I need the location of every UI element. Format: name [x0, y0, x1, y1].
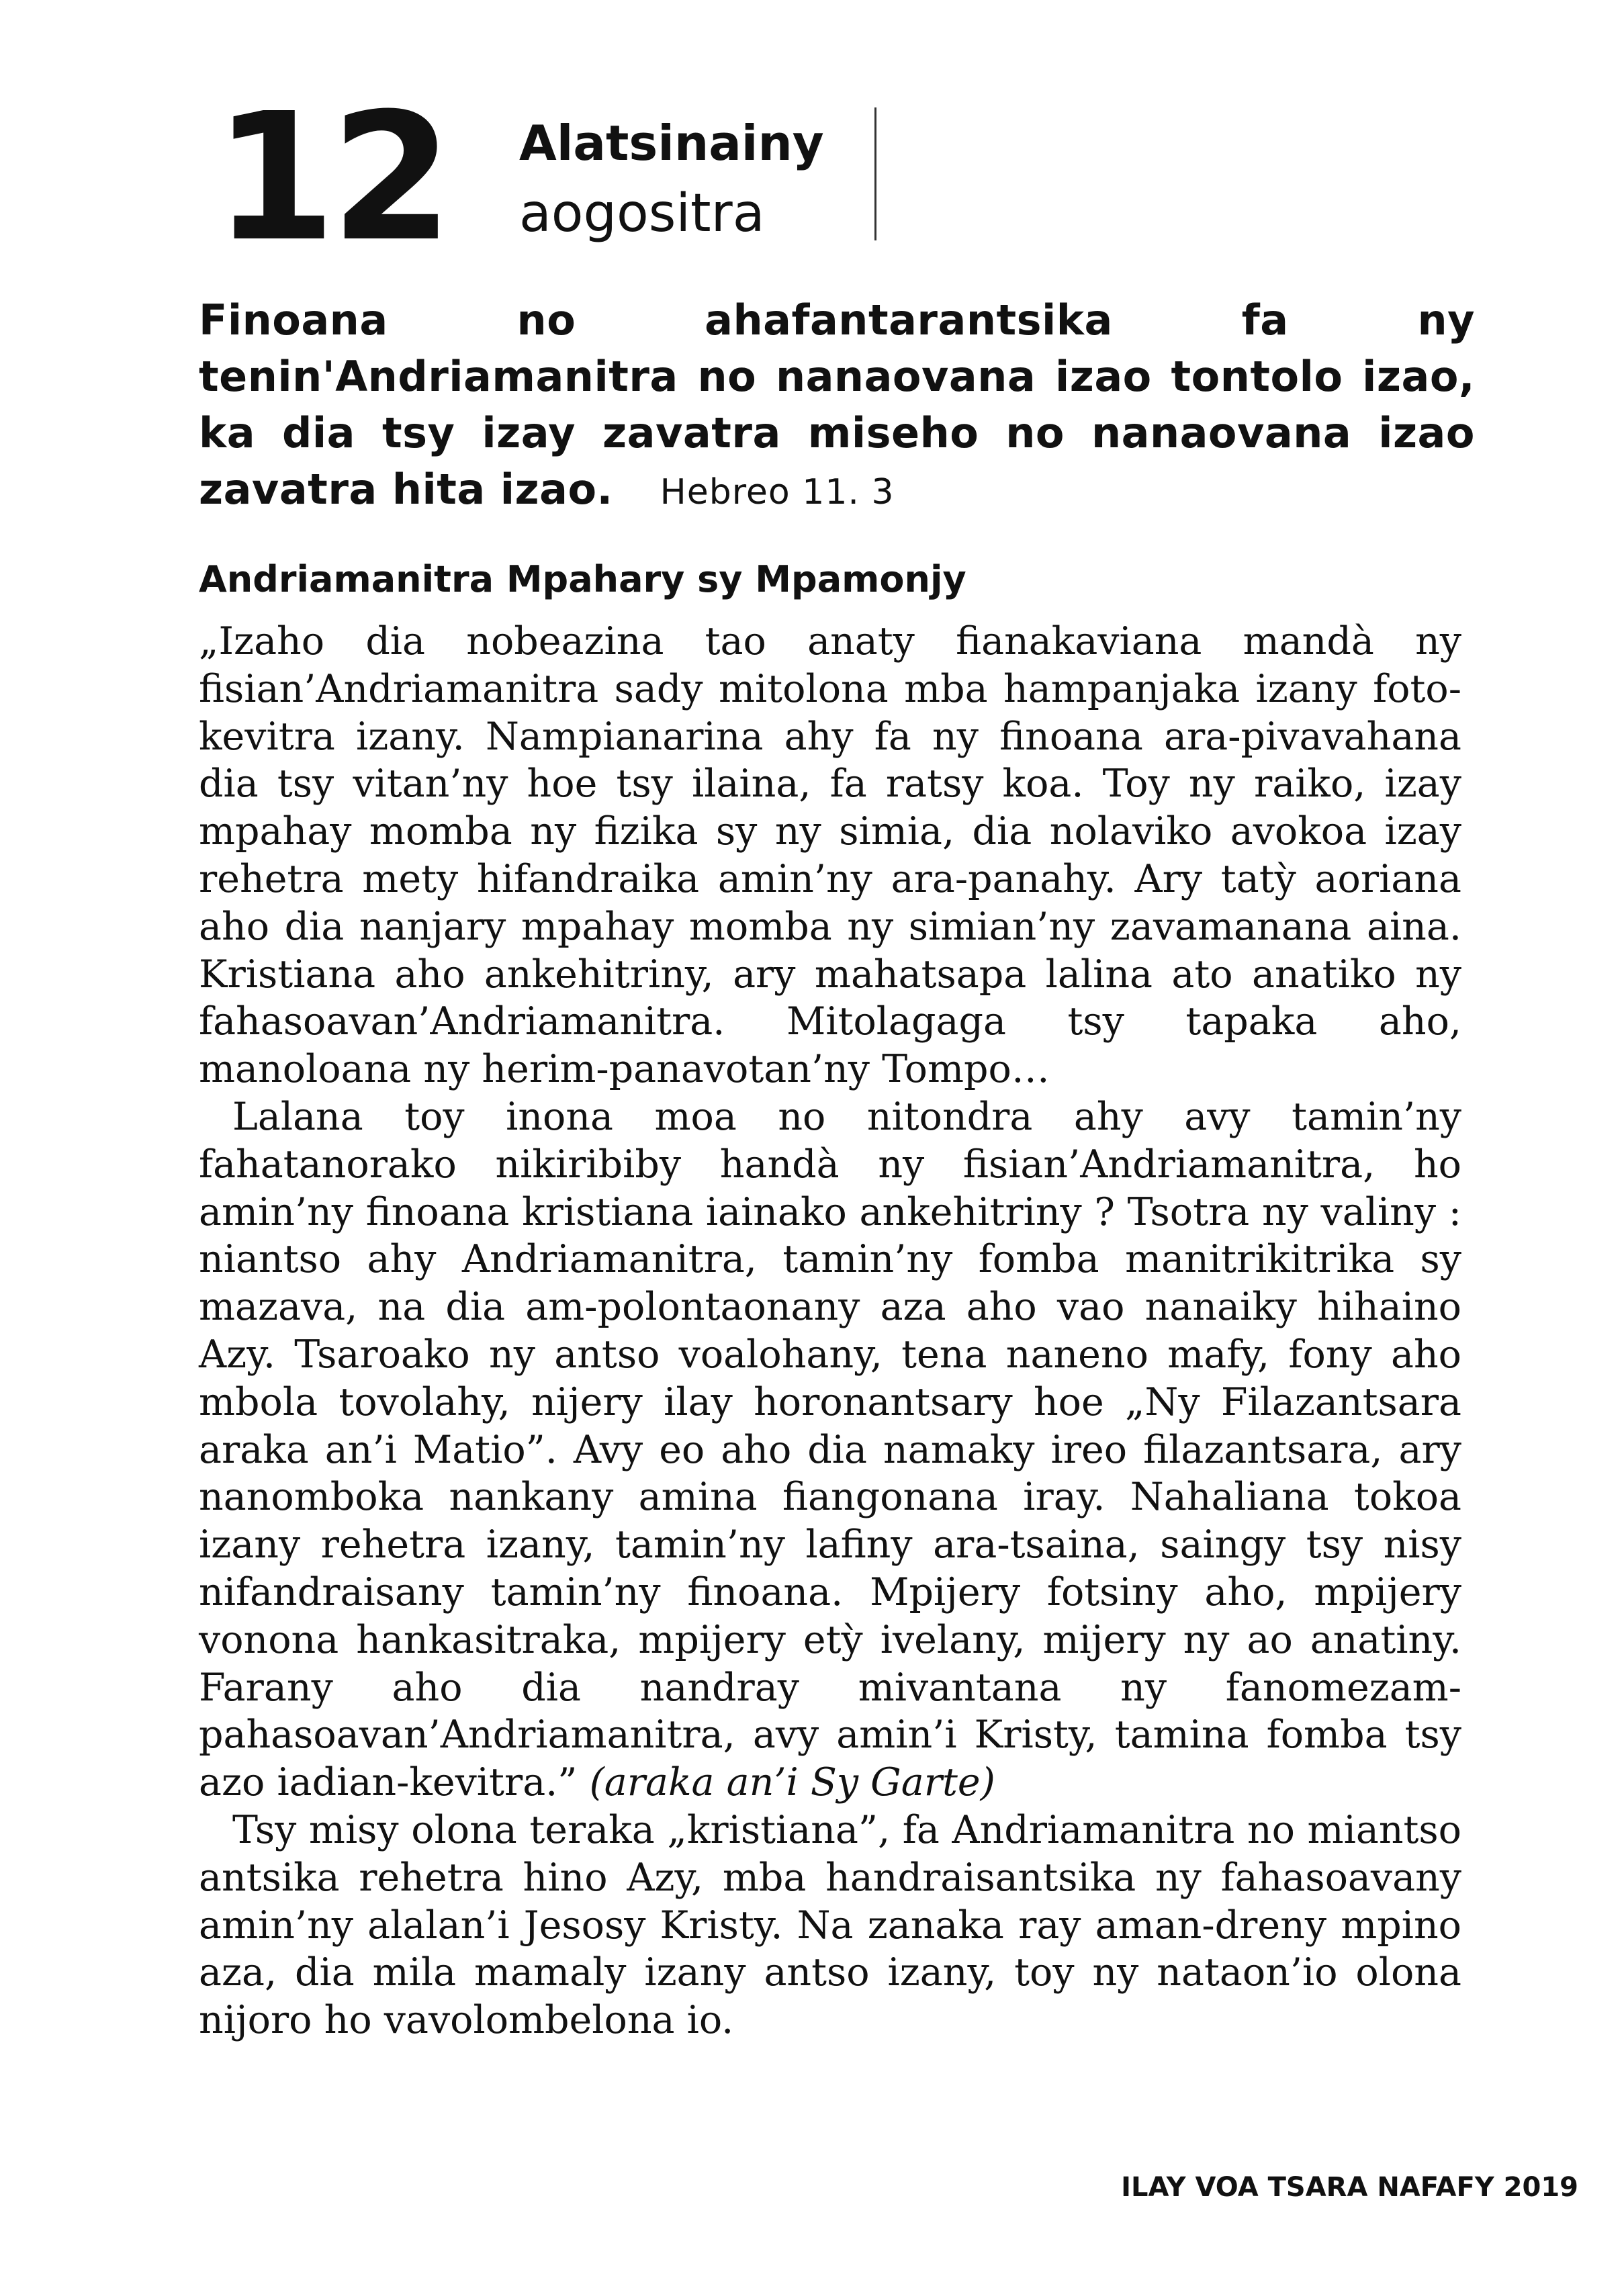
weekday-label: Alatsinainy: [519, 115, 824, 171]
verse-text: Finoana no ahafantarantsika fa ny tenin'Andriamanitra no nanaovana izao tontolo izao, ka dia tsy izay zavatra miseho no nanaovana izao zavatra hita izao.: [199, 295, 1475, 514]
paragraph-2-text: Lalana toy inona moa no nitondra ahy avy tamin’ny fahatanorako nikiribiby handà ny fisian’Andriamanitra, ho amin’ny finoana kristiana iainako ankehitriny ? Tsotra ny valiny : niantso ahy Andriamanitra, tamin’ny fomba manitrikitrika sy mazava, na dia am-polontaonany aza aho vao nanaiky hihaino Azy. Tsaroako ny antso voalohany, tena naneno mafy, fony aho mbola tovolahy, nijery ilay horonantsary hoe „Ny Filazantsara araka an’i Matio”. Avy eo aho dia namaky ireo filazantsara, ary nanomboka nankany amina fiangonana iray. Nahaliana tokoa izany rehetra izany, tamin’ny lafiny ara-tsaina, saingy tsy nisy nifandraisany tamin’ny finoana. Mpijery fotsiny aho, mpijery vonona hankasitraka, mpijery etỳ ivelany, mijery ny ao anatiny. Farany aho dia nandray mivantana ny fanomezam-pahasoavan’Andriamanitra, avy amin’i Kristy, tamina fomba tsy azo iadian-kevitra.”: [199, 1094, 1461, 1805]
paragraph-3: Tsy misy olona teraka „kristiana”, fa Andriamanitra no miantso antsika rehetra hino Azy, mba handraisantsika ny fahasoavany amin’ny alalan’i Jesosy Kristy. Na zanaka ray aman-dreny mpino aza, dia mila mamaly izany antso izany, toy ny nataon’io olona nijoro ho vavolombelona io.: [199, 1807, 1461, 2043]
section-title: Andriamanitra Mpahary sy Mpamonjy: [199, 558, 966, 600]
header-divider: [874, 107, 876, 240]
footer-publication: ILAY VOA TSARA NAFAFY 2019: [1121, 2172, 1578, 2203]
day-number: 12: [214, 75, 448, 280]
quote-attribution: (araka an’i Sy Garte): [589, 1760, 995, 1805]
month-label: aogositra: [519, 183, 765, 244]
devotional-body: [199, 618, 1461, 2044]
daily-verse: [199, 292, 1475, 520]
paragraph-1: „Izaho dia nobeazina tao anaty fianakaviana mandà ny fisian’Andriamanitra sady mitolona mba hampanjaka izany foto-kevitra izany. Nampianarina ahy fa ny finoana ara-pivavahana dia tsy vitan’ny hoe tsy ilaina, fa ratsy koa. Toy ny raiko, izay mpahay momba ny fizika sy ny simia, dia nolaviko avokoa izay rehetra mety hifandraika amin’ny ara-panahy. Ary tatỳ aoriana aho dia nanjary mpahay momba ny simian’ny zavamanana aina. Kristiana aho ankehitriny, ary mahatsapa lalina ato anatiko ny fahasoavan’Andriamanitra. Mitolagaga tsy tapaka aho, manoloana ny herim-panavotan’ny Tompo…: [199, 619, 1461, 1092]
paragraph-2: [199, 1093, 1461, 1807]
verse-reference: Hebreo 11. 3: [660, 472, 895, 512]
